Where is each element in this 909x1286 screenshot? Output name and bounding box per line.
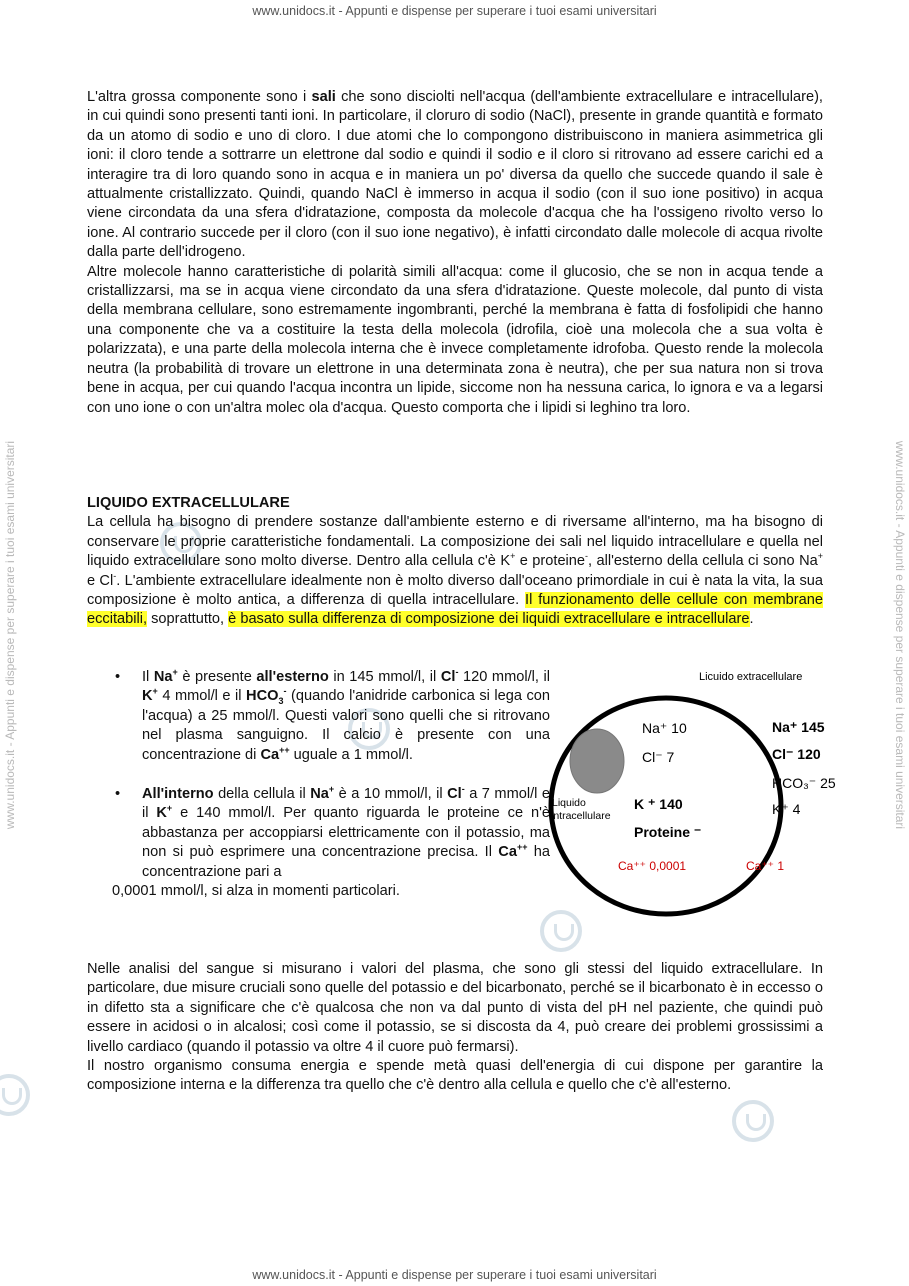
intracellular-label-line-2: intracellulare <box>551 810 611 822</box>
section-heading: LIQUIDO EXTRACELLULARE <box>87 495 290 511</box>
list-item-intracellular: • All'interno della cellula il Na+ è a 10 mmol/l, il Cl- a 7 mmol/l e il K+ e 140 mmol/l. Per quanto riguarda le proteine ce n'è abbastanza per accoppiarsi elettricamente con il potassio, ma non si può esprimere una concentrazione precisa. Il Ca++ ha concentrazione pari a 0,0001 mmol/l, si alza in momenti particolari. <box>142 785 550 901</box>
intro-paragraph-1: L'altra grossa componente sono i sali che sono disciolti nell'acqua (dell'ambiente extracellulare e intracellulare), in cui quindi sono presenti tanti ioni. In particolare, il cloruro di sodio (NaCl), presente in grande quantità e formato da un atomo di sodio e uno di cloro. I due atomi che lo compongono distribuiscono in maniera asimmetrica gli ioni: il cloro tende a sottrarre un elettrone dal sodio e quindi il sodio e il cloro si ritrovano ad essere carichi ed a interagire tra di loro quando sono in acqua e in maniera un po' diversa da quello che succede quando il sale è attualmente cristallizzato. Quindi, quando NaCl è immerso in acqua il sodio (con il suo ione positivo) in acqua viene circondata da una sfera d'idratazione, composta da molecole d'acqua che ha l'ossigeno rivolto verso lo ione. Al contrario succede per il cloro (con il suo ione negativo), è infatti circondato dalle molecole di acqua rivolte dalla parte dell'idrogeno. <box>87 89 823 261</box>
intro-section <box>87 88 823 418</box>
intro-paragraph-2: Altre molecole hanno caratteristiche di polarità simili all'acqua: come il glucosio, che se non in acqua tende a cristallizzarsi, ma se in acqua viene circondato da una sfera d'idratazione. Queste molecole, dal punto di vista della membrana cellulare, sono estremamente ingombranti, perché la membrana è fatta di fosfolipidi che hanno una componente che va a costituire la testa della molecola (idrofila, cioè una molecola che a sua volta è polarizzata), e una parte della molecola interna che è invece completamente idrofoba. Questo rende la molecola neutra (la probabilità di trovare un elettrone in una determinata zona è neutra), che per sua natura non si trova bene in acqua, per cui quando l'acqua incontra un lipide, siccome non ha nessuna carica, lo ignora e va a legarsi con uno ione o con un'altra molec ola d'acqua. Questo comporta che i lipidi si leghino tra loro. <box>87 263 823 416</box>
extracellular-section <box>87 494 823 630</box>
extracellular-na: Na⁺ 145 <box>772 719 825 735</box>
unidocs-logo-watermark <box>0 1074 30 1116</box>
side-watermark-left: www.unidocs.it - Appunti e dispense per superare i tuoi esami universitari <box>3 440 17 830</box>
intracellular-k: K ⁺ 140 <box>634 796 683 812</box>
intracellular-na: Na⁺ 10 <box>642 720 687 736</box>
ion-bullet-list <box>112 668 550 921</box>
unidocs-logo-watermark <box>732 1100 774 1142</box>
intracellular-cl: Cl⁻ 7 <box>642 749 675 765</box>
intracellular-compartment <box>570 729 624 793</box>
intracellular-ca: Ca⁺⁺ 0,0001 <box>618 859 687 873</box>
page-footer: www.unidocs.it - Appunti e dispense per superare i tuoi esami universitari <box>252 1268 657 1282</box>
extracellular-hco3: HCO₃⁻ 25 <box>772 775 836 791</box>
page-header: www.unidocs.it - Appunti e dispense per superare i tuoi esami universitari <box>252 4 657 18</box>
extracellular-label: Licuido extracellulare <box>699 671 803 683</box>
extracellular-k: K⁺ 4 <box>772 801 801 817</box>
section-paragraph: La cellula ha bisogno di prendere sostanze dall'ambiente esterno e di riversame all'interno, ma ha bisogno di conservare le proprie caratteristiche fondamentali. La composizione dei sali nel liquido intracellulare e quella nel liquido extracellulare sono molto diverse. Dentro alla cellula c'è K+ e proteine-, all'esterno della cellula ci sono Na+ e Cl-. L'ambiente extracellulare idealmente non è molto diverso dall'oceano primordiale in cui è nata la vita, la sua composizione è molto antica, a differenza di quella intracellulare. Il funzionamento delle cellule con membrane eccitabili, soprattutto, è basato sulla differenza di composizione dei liquidi extracellulare e intracellulare. <box>87 514 824 628</box>
extracellular-cl: Cl⁻ 120 <box>772 746 821 762</box>
list-item-extracellular: • Il Na+ è presente all'esterno in 145 mmol/l, il Cl- 120 mmol/l, il K+ 4 mmol/l e il $HCO_3^-$ (quando l'anidride carbonica si lega con l'acqua) a 25 mmol/l. Questi valori sono quelli che si ritrovano nel plasma sanguigno. Il calcio è presente con una concentrazione di Ca++ uguale a 1 mmol/l. <box>142 668 550 765</box>
intracellular-label-line-1: Liquido <box>552 797 586 809</box>
outro-paragraph-1: Nelle analisi del sangue si misurano i valori del plasma, che sono gli stessi del liquido extracellulare. In particolare, due misure cruciali sono quelle del potassio e del bicarbonato, perché se il bicarbonato è in eccesso o in difetto sta a significare che c'è qualcosa che non va dal punto di vista del pH nel paziente, che quindi può essere in acidosi o in alcalosi; così come il potassio, se si discosta da 4, può creare dei problemi grossissimi a livello cardiaco (quando il potassio va oltre 4 il cuore può fermarsi). <box>87 961 823 1055</box>
side-watermark-right: www.unidocs.it - Appunti e dispense per superare i tuoi esami universitari <box>893 440 907 830</box>
outro-paragraph-2: Il nostro organismo consuma energia e spende metà quasi dell'energia di cui dispone per garantire la composizione interna e la differenza tra quello che c'è dentro alla cellula e quello che c'è all'esterno. <box>87 1058 823 1094</box>
highlight-excitable-membranes: Il funzionamento delle cellule con membrane eccitabili, <box>87 592 823 628</box>
intracellular-proteins: Proteine ⁻ <box>634 824 702 840</box>
extracellular-ca: Ca⁺⁺ 1 <box>746 859 785 873</box>
outro-section <box>87 960 823 1096</box>
highlight-composition-difference: è basato sulla differenza di composizione dei liquidi extracellulare e intracellulare <box>228 611 750 628</box>
cell-composition-diagram <box>540 660 870 930</box>
